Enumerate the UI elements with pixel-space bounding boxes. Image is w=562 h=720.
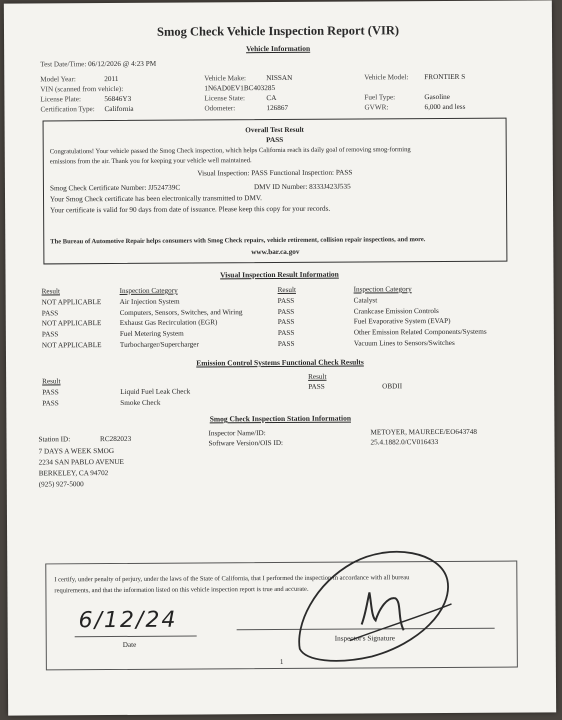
functional-row-category: Smoke Check [120, 398, 161, 407]
test-datetime: Test Date/Time: 06/12/2026 @ 4:23 PM [40, 59, 157, 69]
visual-result-header-left: Result [41, 287, 60, 296]
valid-line: Your certificate is valid for 90 days from date of issuance. Please keep this copy for your records. [50, 204, 331, 215]
certify-line-1: I certify, under penalty of perjury, under the laws of the State of California, that I performed the inspection in accordance with all bureau [54, 574, 410, 584]
visual-row-result: PASS [277, 318, 295, 327]
visual-row-category: Catalyst [353, 296, 378, 305]
functional-row-category: OBDII [382, 382, 403, 391]
station-street: 2234 SAN PABLO AVENUE [38, 457, 124, 467]
visual-row-result: PASS [277, 296, 295, 306]
station-phone: (925) 927-5000 [38, 480, 84, 489]
visual-row-category: Other Emission Related Components/Systems [353, 327, 487, 337]
visual-row-result: PASS [277, 339, 295, 348]
visual-result-header-right: Result [277, 285, 296, 295]
station-heading: Smog Check Inspection Station Information [209, 413, 352, 424]
cert-type-label: Certification Type: [40, 105, 95, 114]
functional-result-header-right: Result [308, 372, 327, 381]
visual-row-result: NOT APPLICABLE [41, 298, 102, 307]
state-label: License State: [204, 94, 245, 103]
visual-row-category: Fuel Evaporative System (EVAP) [353, 317, 451, 326]
model-year-value: 2011 [104, 74, 119, 84]
fuel-value: Gasoline [424, 92, 450, 102]
software-label: Software Version/OIS ID: [208, 438, 284, 448]
bar-line-1: The Bureau of Automotive Repair helps consumers with Smog Check repairs, vehicle retirement, collision repair inspections, and more. [50, 236, 426, 246]
vin-value: 1N6AD0EV1BC403285 [204, 84, 276, 93]
bar-website: www.bar.ca.gov [251, 247, 300, 257]
vin-label: VIN (scanned from vehicle): [40, 84, 124, 94]
report-title: Smog Check Vehicle Inspection Report (VIR) [156, 23, 400, 39]
make-label: Vehicle Make: [204, 74, 247, 83]
station-city: BERKELEY, CA 94702 [38, 469, 109, 478]
visual-category-header-left: Inspection Category [119, 286, 178, 295]
plate-value: 56846Y3 [104, 94, 132, 104]
software-value: 25.4.1882.0/CV016433 [370, 438, 439, 447]
visual-row-category: Fuel Metering System [119, 329, 184, 339]
functional-heading: Emission Control Systems Functional Check Results [196, 357, 364, 368]
gvwr-value: 6,000 and less [424, 102, 466, 112]
visual-functional-line: Visual Inspection: PASS Functional Inspection: PASS [197, 168, 353, 178]
visual-row-category: Turbocharger/Supercharger [119, 340, 199, 349]
visual-row-category: Vacuum Lines to Sensors/Switches [353, 338, 455, 348]
visual-row-category: Exhaust Gas Recirculation (EGR) [119, 318, 218, 328]
visual-row-result: NOT APPLICABLE [41, 319, 102, 328]
station-name: 7 DAYS A WEEK SMOG [38, 447, 115, 456]
visual-row-result: PASS [41, 309, 59, 318]
station-id: Station ID: RC282023 [38, 434, 132, 444]
handwritten-date: 6/12/24 [78, 607, 178, 634]
odometer-label: Odometer: [204, 104, 236, 113]
certification-box [45, 561, 518, 671]
functional-result-header-left: Result [42, 377, 61, 386]
make-value: NISSAN [266, 73, 293, 83]
overall-heading: Overall Test Result [245, 125, 304, 135]
congrats-line-1: Congratulations! Your vehicle passed the Smog Check inspection, which helps California reach its daily goal of removing smog-forming [49, 146, 411, 156]
functional-row-result: PASS [42, 399, 59, 408]
vehicle-info-heading: Vehicle Information [246, 43, 311, 54]
dmv-id: DMV ID Number: 8333J423J535 [253, 182, 351, 192]
functional-row-category: Liquid Fuel Leak Check [120, 387, 191, 396]
page-number: 1 [279, 657, 284, 667]
cert-number: Smog Check Certificate Number: JJ524739C [49, 183, 181, 193]
visual-row-result: NOT APPLICABLE [41, 340, 102, 350]
visual-heading: Visual Inspection Result Information [220, 269, 339, 280]
functional-row-result: PASS [308, 382, 325, 391]
inspector-signature [291, 544, 462, 673]
signature-label: Inspector's Signature [334, 634, 395, 643]
odometer-value: 126867 [266, 103, 289, 113]
visual-row-result: PASS [277, 307, 295, 316]
visual-row-result: PASS [277, 329, 295, 338]
cert-type-value: California [104, 104, 134, 114]
gvwr-label: GVWR: [364, 103, 389, 112]
congrats-line-2: emissions from the air. Thank you for keeping your vehicle well maintained. [49, 157, 252, 166]
plate-label: License Plate: [40, 95, 81, 104]
visual-row-category: Crankcase Emission Controls [353, 306, 439, 316]
inspector-value: METOYER, MAURECE/EO643748 [370, 427, 477, 437]
model-label: Vehicle Model: [364, 73, 409, 82]
overall-result-box [43, 118, 508, 265]
visual-category-header-right: Inspection Category [353, 285, 412, 294]
model-value: FRONTIER S [424, 72, 466, 82]
overall-result: PASS [266, 135, 284, 145]
state-value: CA [266, 94, 277, 103]
inspection-report-page [4, 0, 556, 715]
fuel-label: Fuel Type: [364, 93, 396, 102]
visual-row-result: PASS [41, 330, 59, 339]
transmitted-line: Your Smog Check certificate has been electronically transmitted to DMV. [50, 194, 262, 204]
functional-row-result: PASS [42, 388, 59, 397]
inspector-label: Inspector Name/ID: [208, 429, 266, 438]
date-line [75, 636, 197, 638]
model-year-label: Model Year: [40, 75, 76, 84]
date-label: Date [122, 640, 137, 649]
certify-line-2: requirements, and that the information listed on this vehicle inspection report is true and accurate. [54, 585, 309, 595]
visual-row-category: Air Injection System [119, 297, 180, 306]
visual-row-category: Computers, Sensors, Switches, and Wiring [119, 307, 243, 317]
